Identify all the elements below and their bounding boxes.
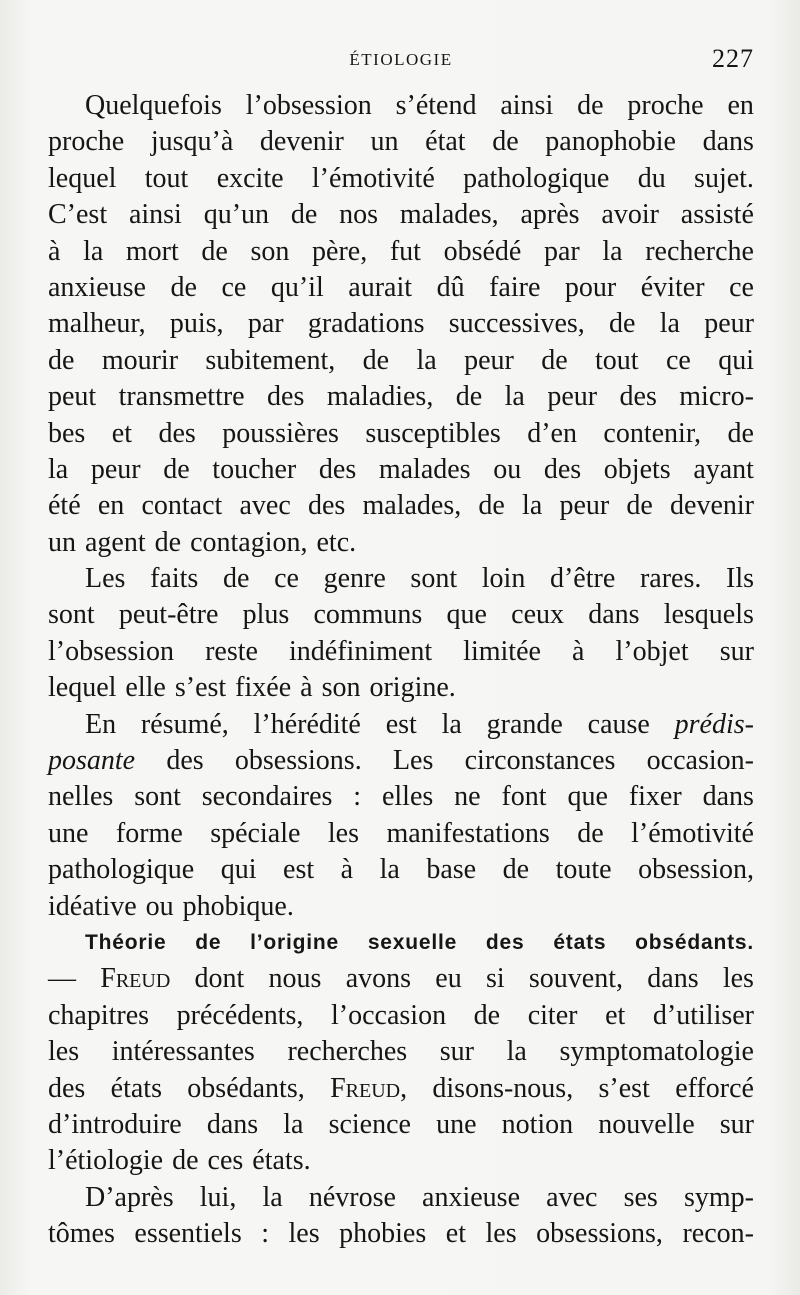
word: susceptibles <box>365 417 501 449</box>
text-line <box>48 1034 754 1070</box>
word: en <box>97 490 125 522</box>
word: de <box>154 526 182 558</box>
word: disons-nous, <box>432 1072 574 1104</box>
word: dans <box>206 1108 259 1140</box>
word: nous <box>268 963 322 995</box>
word: recherches <box>287 1036 408 1068</box>
word: etc. <box>316 526 357 558</box>
word: la <box>522 490 543 522</box>
word: successives, <box>448 308 585 340</box>
word: père, <box>312 235 368 267</box>
word: des <box>543 453 582 485</box>
word: base <box>426 854 477 886</box>
word: peur <box>464 344 514 376</box>
word: Freud, <box>330 1072 408 1104</box>
word: posante <box>48 745 136 777</box>
word: ce <box>221 271 247 303</box>
word: tout <box>595 344 639 376</box>
word: éviter <box>640 271 705 303</box>
word: lequel <box>48 672 117 704</box>
running-head <box>48 44 754 78</box>
word: devenir <box>670 490 754 522</box>
word: Les <box>392 745 434 777</box>
word: proche <box>627 90 704 121</box>
word: occasion- <box>646 745 754 777</box>
word: été <box>48 490 81 522</box>
word: les <box>485 1218 517 1250</box>
word: science <box>328 1108 411 1140</box>
word: grande <box>486 708 563 740</box>
word: loin <box>481 563 526 595</box>
word: excite <box>216 162 284 194</box>
word: avons <box>345 963 412 995</box>
word: de <box>362 344 390 376</box>
word: à <box>300 672 313 704</box>
word: eu <box>435 963 462 995</box>
text-line <box>48 889 754 925</box>
word: dans <box>702 781 754 813</box>
word: des <box>619 381 657 413</box>
word: tômes <box>48 1218 115 1250</box>
word: une <box>48 817 89 849</box>
word: ainsi <box>500 90 554 121</box>
word: qu’un <box>203 199 270 231</box>
text-line <box>48 379 754 415</box>
word: s’étend <box>395 90 477 121</box>
word: nos <box>339 199 379 231</box>
word: sur <box>719 1108 754 1140</box>
word: l’obsession <box>48 635 174 667</box>
word: gradations <box>307 308 425 340</box>
word: limitée <box>463 635 541 667</box>
word: la <box>504 381 525 413</box>
word: en <box>727 90 754 121</box>
word: de <box>222 563 250 595</box>
word: : <box>353 781 362 813</box>
word: contact <box>141 490 223 522</box>
word: état <box>425 126 466 158</box>
word: pathologique <box>463 162 610 194</box>
text-line <box>48 561 754 597</box>
word: En <box>85 708 117 740</box>
word: secondaires <box>201 781 333 813</box>
word: précédents, <box>176 999 304 1031</box>
word: un <box>370 126 399 158</box>
text-line <box>48 852 754 888</box>
word: par <box>247 308 284 340</box>
word: panophobie <box>545 126 676 158</box>
word: la <box>83 235 104 267</box>
word: que <box>446 599 487 631</box>
word: des <box>48 1072 86 1104</box>
word: objets <box>603 453 671 485</box>
word: elle <box>125 672 166 704</box>
word: genre <box>323 563 386 595</box>
text-line <box>48 961 754 997</box>
word: aurait <box>348 271 413 303</box>
word: des <box>318 453 357 485</box>
word: de <box>577 817 604 849</box>
word: assisté <box>680 199 754 231</box>
word: la <box>506 1036 527 1068</box>
word: des <box>307 490 346 522</box>
text-line <box>48 88 754 124</box>
text-line <box>48 1071 754 1107</box>
word: mourir <box>101 344 179 376</box>
text-line <box>48 743 754 779</box>
word: des <box>485 930 525 954</box>
word: recherche <box>645 235 754 267</box>
word: est <box>283 854 315 886</box>
word: malheur, <box>48 308 146 340</box>
word: dans <box>647 963 699 995</box>
body-text <box>48 88 754 1253</box>
word: s’est <box>174 672 227 704</box>
word: la <box>262 1181 283 1213</box>
word: la <box>379 854 400 886</box>
word: peut <box>48 381 97 413</box>
word: malades, <box>362 490 462 522</box>
word: sont <box>410 563 458 595</box>
word: états <box>110 1072 162 1104</box>
word: obsédants. <box>635 930 754 954</box>
word: poussières <box>222 417 339 449</box>
word: de <box>577 90 604 121</box>
text-line <box>48 488 754 524</box>
word: avoir <box>601 199 659 231</box>
word: peur <box>547 381 598 413</box>
word: : <box>261 1218 270 1250</box>
word: toucher <box>212 453 297 485</box>
word: états <box>553 930 607 954</box>
word: des <box>267 381 305 413</box>
word: ainsi <box>128 199 182 231</box>
word: lui, <box>199 1181 237 1213</box>
word: cause <box>587 708 650 740</box>
word: l’étiologie <box>48 1145 164 1177</box>
page-number: 227 <box>712 44 754 73</box>
word: chapitres <box>48 999 150 1031</box>
word: la <box>416 344 437 376</box>
word: la <box>441 708 462 740</box>
word: ces <box>207 1145 244 1177</box>
word: de <box>626 490 653 522</box>
word: obsession, <box>638 854 754 886</box>
word: l’occasion <box>331 999 447 1031</box>
word: peur <box>559 490 610 522</box>
word: spéciale <box>210 817 301 849</box>
text-line <box>48 197 754 233</box>
word: de <box>163 453 190 485</box>
word: de <box>170 271 197 303</box>
word: Ils <box>726 563 754 595</box>
word: lequel <box>48 162 117 194</box>
word: ou <box>493 453 522 485</box>
word: l’émotivité <box>311 162 435 194</box>
word: font <box>501 781 547 813</box>
word: C’est <box>48 199 108 231</box>
word: la <box>48 453 69 485</box>
word: sujet. <box>694 162 754 194</box>
word: forme <box>115 817 183 849</box>
word: reste <box>205 635 258 667</box>
word: après <box>520 199 580 231</box>
word: dû <box>436 271 465 303</box>
text-line <box>48 124 754 160</box>
word: transmettre <box>118 381 245 413</box>
word: sur <box>719 635 754 667</box>
word: de <box>492 126 519 158</box>
word: puis, <box>169 308 224 340</box>
word: qui <box>718 344 754 376</box>
word: tout <box>144 162 189 194</box>
word: de <box>455 381 483 413</box>
word: anxieuse <box>422 1181 521 1213</box>
word: des <box>158 417 196 449</box>
word: l’hérédité <box>253 708 361 740</box>
word: peut-être <box>118 599 219 631</box>
text-line <box>48 1180 754 1216</box>
word: l’obsession <box>245 90 372 121</box>
word: faits <box>150 563 199 595</box>
word: ce <box>729 271 754 303</box>
word: prédis- <box>674 708 754 740</box>
word: rares. <box>639 563 702 595</box>
word: sur <box>439 1036 475 1068</box>
word: et <box>605 999 626 1031</box>
word: ceux <box>511 599 564 631</box>
word: la <box>602 235 623 267</box>
word: un <box>48 526 76 558</box>
text-line <box>48 998 754 1034</box>
word: d’être <box>549 563 616 595</box>
chapter-title: ÉTIOLOGIE <box>349 50 453 69</box>
text-line <box>48 306 754 342</box>
word: toute <box>555 854 612 886</box>
text-line <box>48 234 754 270</box>
word: indéfiniment <box>289 635 433 667</box>
text-line <box>48 670 754 706</box>
word: fixer <box>628 781 682 813</box>
word: que <box>567 781 608 813</box>
word: obsédants, <box>187 1072 305 1104</box>
word: faire <box>489 271 541 303</box>
word: manifestations <box>386 817 550 849</box>
word: de <box>48 344 75 376</box>
word: notion <box>501 1108 574 1140</box>
word: nouvelle <box>598 1108 695 1140</box>
word: sont <box>134 781 181 813</box>
word: nelles <box>48 781 114 813</box>
word: symptomatologie <box>559 1036 754 1068</box>
word: si <box>485 963 505 995</box>
text-line <box>48 707 754 743</box>
word: efforcé <box>675 1072 754 1104</box>
word: peur <box>90 453 141 485</box>
word: névrose <box>308 1181 396 1213</box>
word: de <box>201 235 228 267</box>
word: du <box>637 162 666 194</box>
text-line <box>48 1143 754 1179</box>
word: ayant <box>693 453 754 485</box>
word: ou <box>145 890 174 922</box>
word: proche <box>48 126 125 158</box>
word: phobique. <box>182 890 294 922</box>
word: l’origine <box>250 930 340 954</box>
word: Freud <box>100 963 171 995</box>
word: devenir <box>259 126 344 158</box>
text-line <box>48 597 754 633</box>
text-line <box>48 343 754 379</box>
word: obsessions, <box>536 1218 663 1250</box>
word: de <box>502 854 530 886</box>
text-line <box>48 816 754 852</box>
text-line <box>48 525 754 561</box>
word: Quelquefois <box>85 90 222 121</box>
word: ce <box>665 344 691 376</box>
word: fixée <box>235 672 292 704</box>
word: intéressantes <box>111 1036 255 1068</box>
word: obsessions. <box>234 745 362 777</box>
word: plus <box>242 599 290 631</box>
word: recon- <box>682 1218 754 1250</box>
word: résumé, <box>140 708 229 740</box>
word: citer <box>527 999 578 1031</box>
word: les <box>288 1218 320 1250</box>
word: idéative <box>48 890 137 922</box>
word: son <box>321 672 361 704</box>
word: ses <box>623 1181 658 1213</box>
word: Théorie <box>85 930 167 954</box>
word: d’introduire <box>48 1108 182 1140</box>
section-heading <box>48 925 754 961</box>
word: les <box>327 817 359 849</box>
word: la <box>283 1108 304 1140</box>
word: est <box>385 708 417 740</box>
word: Les <box>85 563 126 595</box>
word: maladies, <box>326 381 434 413</box>
word: peur <box>704 308 754 340</box>
word: micro- <box>679 381 754 413</box>
word: circonstances <box>464 745 616 777</box>
word: à <box>572 635 585 667</box>
text-line <box>48 779 754 815</box>
word: de <box>195 930 222 954</box>
word: de <box>609 308 636 340</box>
word: dont <box>194 963 245 995</box>
word: malades <box>378 453 471 485</box>
word: origine. <box>369 672 456 704</box>
word: mort <box>125 235 179 267</box>
word: essentiels <box>134 1218 242 1250</box>
word: ce <box>274 563 299 595</box>
text-line <box>48 1107 754 1143</box>
word: phobies <box>339 1218 427 1250</box>
text-line <box>48 161 754 197</box>
word: ne <box>454 781 481 813</box>
word: sexuelle <box>367 930 458 954</box>
word: fut <box>389 235 421 267</box>
word: à <box>340 854 354 886</box>
word: malades, <box>399 199 499 231</box>
text-line <box>48 634 754 670</box>
word: états. <box>252 1145 311 1177</box>
word: avec <box>546 1181 598 1213</box>
word: contagion, <box>190 526 308 558</box>
word: de <box>473 999 501 1031</box>
word: par <box>543 235 580 267</box>
word: communs <box>313 599 423 631</box>
text-line <box>48 416 754 452</box>
word: subitement, <box>205 344 336 376</box>
word: pathologique <box>48 854 195 886</box>
word: et <box>111 417 133 449</box>
word: l’émotivité <box>631 817 754 849</box>
word: jusqu’à <box>150 126 234 158</box>
word: et <box>445 1218 466 1250</box>
word: s’est <box>598 1072 650 1104</box>
word: à <box>48 235 61 267</box>
word: obsédé <box>443 235 522 267</box>
word: anxieuse <box>48 271 146 303</box>
word: les <box>48 1036 80 1068</box>
text-line <box>48 1216 754 1252</box>
word: avec <box>239 490 291 522</box>
word: lesquels <box>663 599 754 631</box>
word: dans <box>588 599 640 631</box>
word: souvent, <box>528 963 624 995</box>
word: des <box>166 745 204 777</box>
word: d’utiliser <box>652 999 754 1031</box>
text-line <box>48 270 754 306</box>
word: de <box>727 417 754 449</box>
word: une <box>436 1108 477 1140</box>
word: agent <box>85 526 146 558</box>
word: pour <box>564 271 617 303</box>
word: elles <box>381 781 434 813</box>
word: l’objet <box>615 635 689 667</box>
word: symp- <box>683 1181 754 1213</box>
word: bes <box>48 417 86 449</box>
word: la <box>659 308 680 340</box>
word: les <box>722 963 754 995</box>
word: D’après <box>85 1181 174 1213</box>
word: de <box>290 199 318 231</box>
word: son <box>250 235 290 267</box>
word: dans <box>702 126 754 158</box>
word: — <box>48 963 76 995</box>
word: qu’il <box>270 271 324 303</box>
word: de <box>541 344 568 376</box>
word: contenir, <box>603 417 702 449</box>
word: de <box>478 490 505 522</box>
word: qui <box>220 854 257 886</box>
text-line <box>48 452 754 488</box>
word: de <box>172 1145 199 1177</box>
word: sont <box>48 599 95 631</box>
word: d’en <box>527 417 577 449</box>
